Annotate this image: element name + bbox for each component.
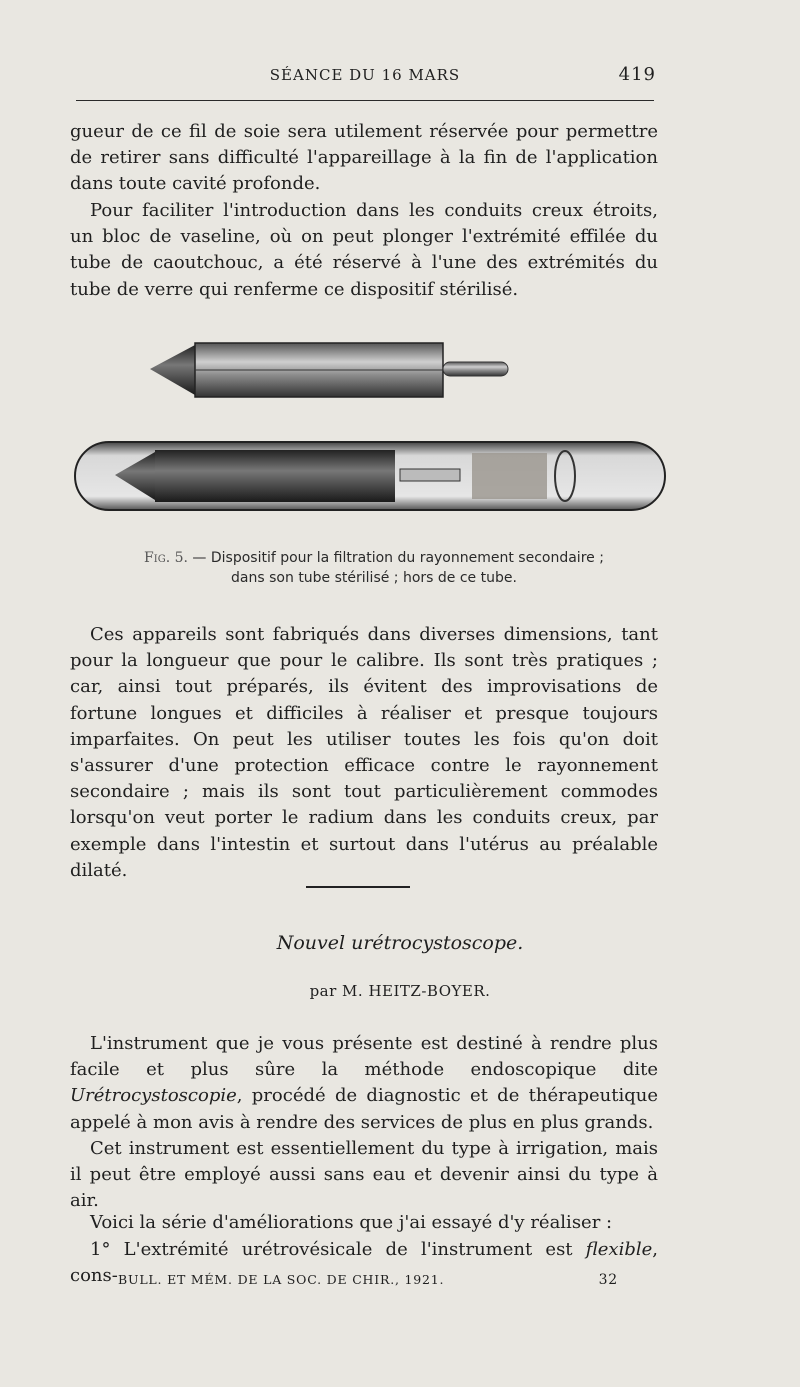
article-byline: par M. HEITZ-BOYER. <box>309 982 491 1000</box>
paragraph-2: Pour faciliter l'introduction dans les conduits creux étroits, un bloc de vaseline, où on peut plonger l'extrémité effilée du tube de caoutchouc, a été réservé à l'une des extrémités du tube de verre qui renferme ce dispositif stérilisé. <box>70 200 658 300</box>
paragraph-5: Cet instrument est essentiellement du type à irrigation, mais il peut être employé aussi sans eau et devenir ainsi du type à air. <box>70 1138 658 1212</box>
caption-line-2: dans son tube stérilisé ; hors de ce tube. <box>231 570 517 586</box>
figure-caption <box>104 548 644 588</box>
device-in-sterile-tube <box>75 442 665 510</box>
paragraph-4 <box>70 1031 658 1136</box>
header-rule <box>76 100 654 101</box>
paragraph-1: gueur de ce fil de soie sera utilement réservée pour permettre de retirer sans difficulté l'appareillage à la fin de l'application dans toute cavité profonde. <box>70 121 658 195</box>
paragraph-7-text-end: , cons- <box>70 1239 658 1287</box>
paragraph-4-text: L'instrument que je vous présente est destiné à rendre plus facile et plus sûre la méthode endoscopique dite <box>70 1033 658 1081</box>
paragraph-3: Ces appareils sont fabriqués dans diverses dimensions, tant pour la longueur que pour le calibre. Ils sont très pratiques ; car, ainsi tout préparés, ils évitent des improvisations de fortune longues et difficiles à réaliser et presque toujours imparfaites. On peut les utiliser toutes les fois qu'on doit s'assurer d'une protection efficace contre le rayonnement secondaire ; mais ils sont tout particulièrement commodes lorsqu'on veut porter le radium dans les conduits creux, par exemple dans l'intestin et surtout dans l'utérus au préalable dilaté. <box>70 624 658 881</box>
term-uretrocystoscopie: Urétrocystoscopie <box>70 1085 237 1107</box>
page-number: 419 <box>618 64 656 85</box>
term-flexible: flexible <box>585 1239 653 1260</box>
caption-line-1: — Dispositif pour la filtration du rayonnement secondaire ; <box>192 550 604 566</box>
device-out-of-tube <box>150 343 508 397</box>
section-separator <box>306 886 410 888</box>
journal-reference: BULL. ET MÉM. DE LA SOC. DE CHIR., 1921. <box>118 1272 445 1287</box>
running-title: SÉANCE DU 16 MARS <box>269 66 461 84</box>
figure-5-illustration <box>60 325 680 525</box>
sheet-number: 32 <box>598 1272 618 1288</box>
article-title: Nouvel urétrocystoscope. <box>276 932 524 954</box>
paragraph-4-text-end: , procédé de diagnostic et de thérapeutique appelé à mon avis à rendre des services de plus en plus grands. <box>70 1085 658 1133</box>
paragraph-6: Voici la série d'améliorations que j'ai essayé d'y réaliser : <box>90 1212 613 1233</box>
paragraph-7-text: 1° L'extrémité urétrovésicale de l'instrument est <box>90 1239 586 1260</box>
running-header <box>70 62 660 88</box>
figure-label: Fig. 5. <box>144 550 188 566</box>
page-footer <box>118 1272 618 1292</box>
